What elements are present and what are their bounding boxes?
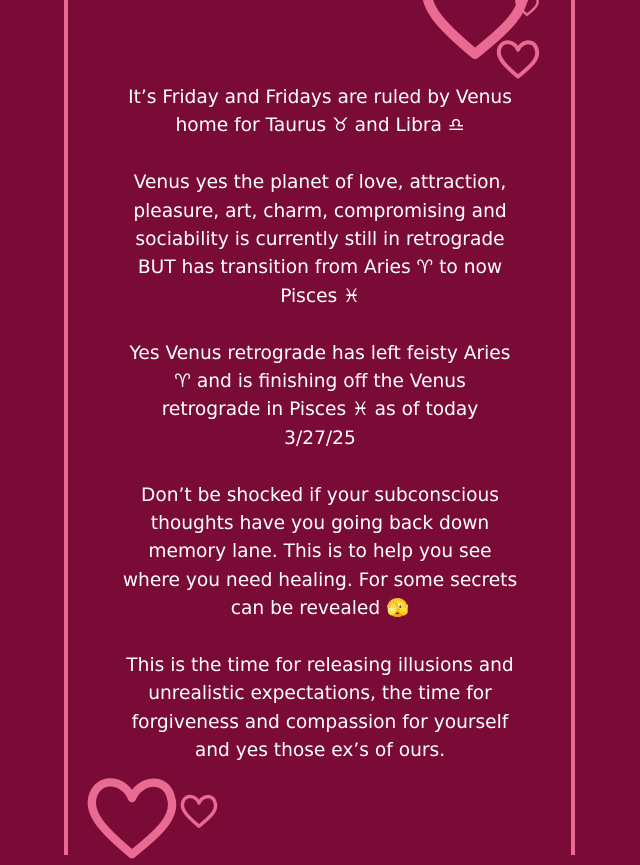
heart-outline-icon [180,790,218,832]
heart-outline-icon [496,38,540,80]
heart-outline-icon [86,770,178,865]
post-paragraph: This is the time for releasing illusions and unrealistic expectations, the time for forgiveness and compassion for yourself and yes those ex’s of ours. [126,655,514,762]
post-paragraph: It’s Friday and Fridays are ruled by Venus home for Taurus ♉ and Libra ♎ [128,87,512,137]
frame-line-left [64,0,68,855]
post-paragraph: Don’t be shocked if your subconscious thoughts have you going back down memory lane. This is to help you see where you need healing. For some secrets can be revealed 🫣 [122,484,518,620]
frame-line-right [571,0,575,855]
post-paragraph: Yes Venus retrograde has left feisty Aries ♈ and is finishing off the Venus retrograde in Pisces ♓ as of today 3/27/25 [129,342,511,449]
post-text [70,84,570,766]
post-paragraph: Venus yes the planet of love, attraction, pleasure, art, charm, compromising and sociability is currently still in retrograde BUT has transition from Aries ♈ to now Pisces ♓ [133,172,507,307]
heart-outline-icon [512,0,542,16]
